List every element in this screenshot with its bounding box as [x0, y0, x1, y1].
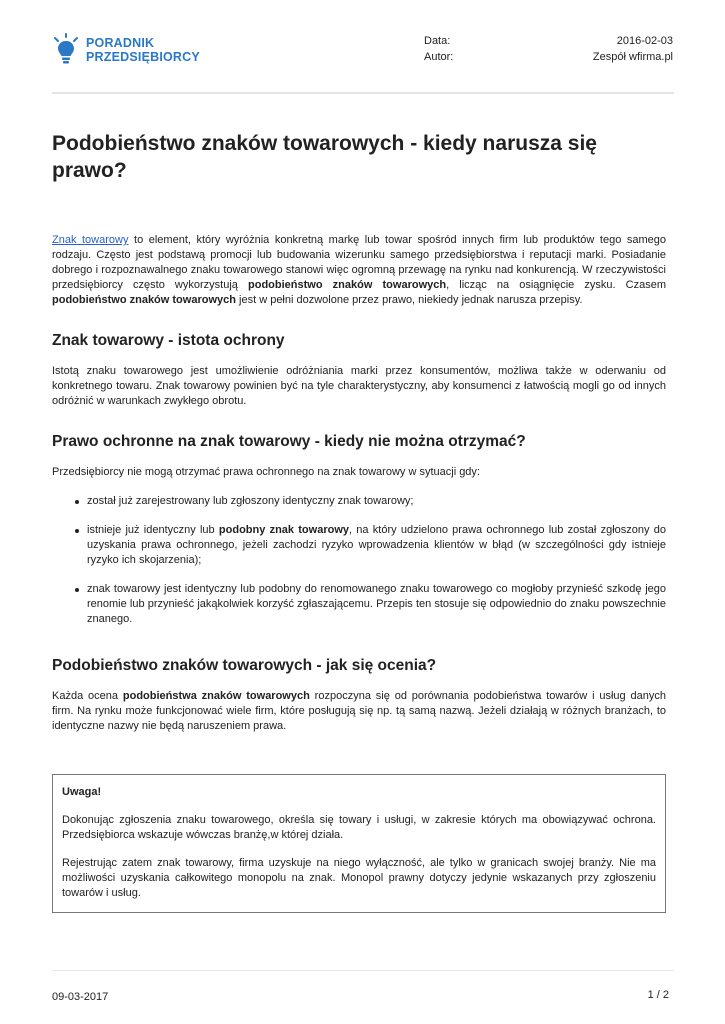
lightbulb-icon [52, 33, 80, 67]
document-meta [424, 33, 673, 65]
note-title: Uwaga! [62, 786, 102, 798]
article-body [52, 233, 666, 913]
header-divider [52, 92, 674, 94]
conditions-list [52, 494, 666, 627]
author-value: Zespół wfirma.pl [592, 51, 673, 63]
section-heading-assessment: Podobieństwo znaków towarowych - jak się ocenia? [52, 657, 437, 674]
section-heading-protection: Znak towarowy - istota ochrony [52, 332, 285, 349]
section-protection-text: Istotą znaku towarowego jest umożliwienie odróżniania marki przez konsumentów, możliwa także w oderwaniu od konkretnego towaru. Znak towarowy powinien być na tyle charakterystyczny, aby konsumenci z łatwością mogli go od innych odróżnić w warunkach zwykłego obrotu. [52, 365, 666, 407]
section-rights-intro: Przedsiębiorcy nie mogą otrzymać prawa ochronnego na znak towarowy w sytuacji gdy: [52, 466, 480, 478]
date-value: 2016-02-03 [616, 35, 673, 47]
list-item: znak towarowy jest identyczny lub podobny do renomowanego znaku towarowego co mogłoby przynieść szkodę jego renomie lub przynieść jakąkolwiek korzyść zgłaszającemu. Przepis ten stosuje się odpowiednio do znaku powszechnie znanego. [52, 582, 666, 627]
section-assessment-text: Każda ocena podobieństwa znaków towarowych rozpoczyna się od porównania podobieństwa towarów i usług danych firm. Na rynku może funkcjonować wiele firm, które posługują się np. tą samą nazwą. Jeżeli działają w różnych branżach, to identyczne nazwy nie będą naruszeniem prawa. [52, 690, 666, 732]
section-heading-rights: Prawo ochronne na znak towarowy - kiedy nie można otrzymać? [52, 433, 526, 450]
brand-line-2: PRZEDSIĘBIORCY [86, 49, 200, 64]
brand-line-1: PORADNIK [86, 36, 155, 50]
note-paragraph: Rejestrując zatem znak towarowy, firma uzyskuje na niego wyłączność, ale tylko w granicach swojej branży. Nie ma możliwości uzyskania całkowitego monopolu na znak. Monopol prawny dotyczy jedynie wskazanych przy zgłoszeniu towarów i usług. [62, 857, 656, 899]
date-label: Data: [424, 35, 451, 47]
intro-paragraph: Znak towarowy to element, który wyróżnia konkretną markę lub towar spośród innych firm lub produktów tego samego rodzaju. Często jest podstawą promocji lub budowania wizerunku samego przedsiębiorstwa i reputacji marki. Posiadanie dobrego i rozpoznawalnego znaku towarowego stanowi więc ogromną przewagę na rynku nad konkurencją. W rzeczywistości przedsiębiorcy często wykorzystują podobieństwo znaków towarowych, licząc na osiągnięcie zysku. Czasem podobieństwo znaków towarowych jest w pełni dozwolone przez prawo, niekiedy jednak narusza przepisy. [52, 234, 666, 306]
brand-logo[interactable] [52, 33, 200, 67]
author-label: Autor: [424, 51, 454, 63]
page-title: Podobieństwo znaków towarowych - kiedy narusza się prawo? [52, 132, 597, 182]
list-item: został już zarejestrowany lub zgłoszony identyczny znak towarowy; [52, 494, 666, 509]
note-paragraph: Dokonując zgłoszenia znaku towarowego, określa się towary i usługi, w zakresie których ma obowiązywać ochrona. Przedsiębiorca wskazuje wówczas branżę,w której działa. [62, 814, 656, 841]
note-box [52, 774, 666, 913]
list-item: istnieje już identyczny lub podobny znak towarowy, na który udzielono prawa ochronnego lub został zgłoszony do uzyskania prawa ochronnego, jeżeli zachodzi ryzyko wprowadzenia klientów w błąd (w szczególności gdy istnieje ryzyko ich skojarzenia); [52, 523, 666, 568]
footer-divider [52, 970, 674, 971]
footer-date: 09-03-2017 [52, 991, 109, 1003]
trademark-link[interactable]: Znak towarowy [52, 234, 129, 246]
page-number: 1 / 2 [647, 989, 669, 1001]
